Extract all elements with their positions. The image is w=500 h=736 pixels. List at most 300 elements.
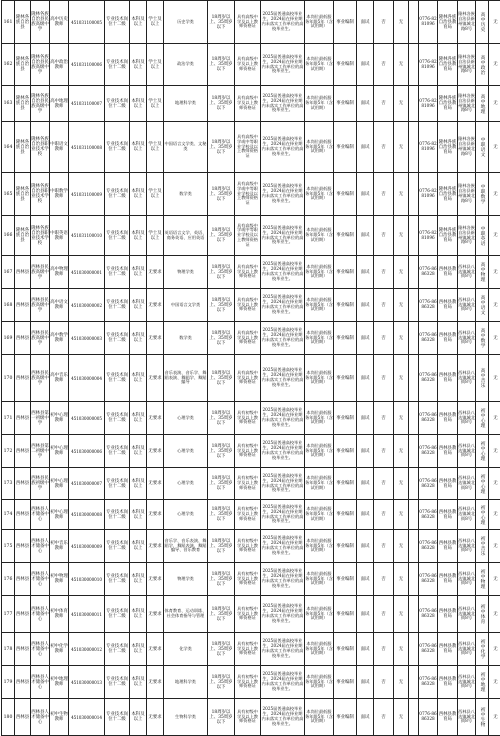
cell-exam: 面试: [357, 596, 374, 633]
cell-unit: 西林县人才储备中心: [31, 500, 50, 530]
cell-addr: 西林县八达镇城北街8号: [458, 435, 476, 468]
cell-subject: 初中生物: [476, 699, 489, 736]
cell-cert: 具有初级中学及以上教师资格证: [235, 596, 261, 633]
cell-pro: 事业编制: [334, 699, 357, 736]
cell-open: 否: [374, 322, 394, 355]
cell-contact: 西林县教育局: [438, 355, 458, 402]
cell-degree: 无要求: [147, 468, 164, 500]
cell-other: 2025届普通高校毕业生，2024届在择业期内未落实工作单位的高校毕业生。: [261, 122, 305, 173]
cell-code: 451030000002: [69, 289, 105, 322]
cell-open: 否: [374, 530, 394, 563]
cell-b2: [409, 563, 419, 596]
cell-type: 专业技术岗位十二级: [105, 122, 130, 173]
cell-post: 初中物理教师: [50, 563, 69, 596]
cell-unit: 隆林各族自治县民族高级中学: [31, 86, 50, 122]
cell-major: 英语语言文学、英语、商务英语、应用英语: [164, 216, 208, 256]
cell-post: 初中体育教师: [50, 596, 69, 633]
cell-b1: 无: [394, 86, 409, 122]
cell-service: 本岗位最低服务年限5年（含试用期）: [305, 402, 334, 435]
cell-county: 西林县: [15, 500, 31, 530]
cell-service: 本岗位最低服务年限5年（含试用期）: [305, 173, 334, 216]
cell-county: 隆林各族自治县: [15, 1, 31, 44]
cell-other: 2025届普通高校毕业生，2024届在择业期内未落实工作单位的高校毕业生。: [261, 699, 305, 736]
cell-edu: 本科及以上: [130, 256, 147, 289]
cell-contact: 隆林各族自治县教育局: [438, 1, 458, 44]
cell-post: 高中音乐教师: [50, 355, 69, 402]
cell-contact: 隆林各族自治县教育局: [438, 173, 458, 216]
table-row: [2, 530, 500, 563]
table-row: [2, 44, 500, 86]
cell-no: 163: [2, 86, 15, 122]
cell-open: 否: [374, 563, 394, 596]
cell-exam: 面试: [357, 633, 374, 666]
cell-open: 否: [374, 86, 394, 122]
cell-b1: 无: [394, 256, 409, 289]
cell-degree: 学士及以上: [147, 86, 164, 122]
cell-edu: 本科及以上: [130, 633, 147, 666]
cell-type: 专业技术岗位十二级: [105, 44, 130, 86]
cell-post: 初中心理教师: [50, 435, 69, 468]
cell-age: 18周岁以上、35周岁以下: [208, 468, 235, 500]
cell-b2: [409, 322, 419, 355]
cell-open: 否: [374, 355, 394, 402]
cell-post: 中职语文教师: [50, 122, 69, 173]
cell-b2: [409, 216, 419, 256]
cell-major: 历史学类: [164, 1, 208, 44]
cell-major: 物理学类: [164, 563, 208, 596]
cell-addr: 隆林各族自治县新州镇城北路8号: [458, 173, 476, 216]
cell-b1: 无: [394, 563, 409, 596]
cell-open: 否: [374, 468, 394, 500]
cell-subject: 高中历史: [476, 1, 489, 44]
cell-type: 专业技术岗位十二级: [105, 699, 130, 736]
cell-county: 西林县: [15, 468, 31, 500]
cell-phone: 0776-8686328: [419, 633, 438, 666]
cell-last: 无: [489, 256, 500, 289]
cell-b1: 无: [394, 468, 409, 500]
cell-addr: 西林县八达镇城北街8号: [458, 322, 476, 355]
cell-type: 专业技术岗位十二级: [105, 596, 130, 633]
cell-contact: 西林县教育局: [438, 596, 458, 633]
cell-major: 音乐学、音乐表演、舞蹈学、舞蹈表演、舞蹈编导、音乐教育: [164, 530, 208, 563]
cell-subject: 初中地理: [476, 666, 489, 699]
table-row: [2, 122, 500, 173]
cell-exam: 面试: [357, 86, 374, 122]
cell-code: 451031100005: [69, 1, 105, 44]
cell-age: 18周岁以上、35周岁以下: [208, 563, 235, 596]
table-row: [2, 256, 500, 289]
table-row: [2, 633, 500, 666]
cell-unit: 西林县民族高级中学: [31, 355, 50, 402]
cell-type: 专业技术岗位十二级: [105, 402, 130, 435]
cell-b1: 无: [394, 500, 409, 530]
cell-phone: 0776-8281096: [419, 173, 438, 216]
cell-other: 2025届普通高校毕业生，2024届在择业期内未落实工作单位的高校毕业生。: [261, 468, 305, 500]
recruitment-table: [1, 0, 500, 736]
cell-major: 数学类: [164, 173, 208, 216]
cell-code: 451030000003: [69, 322, 105, 355]
cell-open: 否: [374, 289, 394, 322]
cell-pro: 事业编制: [334, 322, 357, 355]
cell-service: 本岗位最低服务年限5年（含试用期）: [305, 355, 334, 402]
cell-cert: 具有高级中学或中等职业学校及以上教师资格证: [235, 216, 261, 256]
cell-post: 中职英语教师: [50, 216, 69, 256]
cell-post: 高中语文教师: [50, 289, 69, 322]
cell-b2: [409, 256, 419, 289]
cell-unit: 西林县人才储备中心: [31, 563, 50, 596]
cell-subject: 初中心理: [476, 402, 489, 435]
cell-degree: 学士及以上: [147, 122, 164, 173]
cell-exam: 面试: [357, 435, 374, 468]
cell-last: 无: [489, 530, 500, 563]
cell-other: 2025届普通高校毕业生，2024届在择业期内未落实工作单位的高校毕业生。: [261, 173, 305, 216]
cell-no: 174: [2, 500, 15, 530]
cell-phone: 0776-8686328: [419, 468, 438, 500]
cell-edu: 本科及以上: [130, 468, 147, 500]
cell-edu: 本科及以上: [130, 596, 147, 633]
cell-pro: 事业编制: [334, 596, 357, 633]
cell-major: 心理学类: [164, 500, 208, 530]
cell-cert: 具有高级中学或中等职业学校及以上教师资格证: [235, 122, 261, 173]
cell-other: 2025届普通高校毕业生，2024届在择业期内未落实工作单位的高校毕业生。: [261, 633, 305, 666]
cell-age: 18周岁以上、35周岁以下: [208, 699, 235, 736]
cell-type: 专业技术岗位十二级: [105, 530, 130, 563]
cell-addr: 西林县八达镇城北街8号: [458, 468, 476, 500]
cell-county: 隆林各族自治县: [15, 216, 31, 256]
cell-county: 西林县: [15, 596, 31, 633]
cell-phone: 0776-8686328: [419, 563, 438, 596]
cell-cert: 具有高级中学及以上教师资格证: [235, 256, 261, 289]
cell-degree: 学士及以上: [147, 173, 164, 216]
cell-edu: 本科及以上: [130, 173, 147, 216]
cell-subject: 初中化学: [476, 633, 489, 666]
cell-b2: [409, 289, 419, 322]
cell-last: 无: [489, 563, 500, 596]
cell-code: 451031100010: [69, 216, 105, 256]
cell-last: 无: [489, 289, 500, 322]
cell-unit: 西林县民族高级中学: [31, 289, 50, 322]
cell-age: 18周岁以上、35周岁以下: [208, 216, 235, 256]
cell-county: 西林县: [15, 256, 31, 289]
cell-unit: 西林县第一初级中学: [31, 402, 50, 435]
cell-code: 451030000004: [69, 355, 105, 402]
cell-unit: 西林县人才储备中心: [31, 530, 50, 563]
cell-last: 无: [489, 44, 500, 86]
cell-degree: 无要求: [147, 633, 164, 666]
cell-b1: 无: [394, 122, 409, 173]
cell-edu: 本科及以上: [130, 699, 147, 736]
cell-code: 451030000010: [69, 563, 105, 596]
table-row: [2, 666, 500, 699]
cell-degree: 无要求: [147, 530, 164, 563]
cell-contact: 西林县教育局: [438, 500, 458, 530]
cell-b1: 无: [394, 322, 409, 355]
cell-age: 18周岁以上、35周岁以下: [208, 289, 235, 322]
cell-post: 初中心理教师: [50, 500, 69, 530]
cell-unit: 西林县民族高级中学: [31, 256, 50, 289]
cell-b2: [409, 86, 419, 122]
cell-pro: 事业编制: [334, 256, 357, 289]
cell-service: 本岗位最低服务年限5年（含试用期）: [305, 530, 334, 563]
cell-age: 18周岁以上、35周岁以下: [208, 86, 235, 122]
cell-phone: 0776-8686328: [419, 289, 438, 322]
cell-open: 否: [374, 216, 394, 256]
cell-unit: 西林县民族高级中学: [31, 322, 50, 355]
cell-degree: 无要求: [147, 289, 164, 322]
cell-service: 本岗位最低服务年限5年（含试用期）: [305, 666, 334, 699]
cell-no: 165: [2, 173, 15, 216]
cell-county: 西林县: [15, 633, 31, 666]
cell-exam: 面试: [357, 1, 374, 44]
cell-cert: 具有高级中学或中等职业学校及以上教师资格证: [235, 173, 261, 216]
cell-service: 本岗位最低服务年限5年（含试用期）: [305, 633, 334, 666]
cell-unit: 西林县人才储备中心: [31, 633, 50, 666]
cell-type: 专业技术岗位十二级: [105, 355, 130, 402]
cell-exam: 面试: [357, 666, 374, 699]
cell-phone: 0776-8686328: [419, 322, 438, 355]
cell-contact: 西林县教育局: [438, 402, 458, 435]
cell-edu: 本科及以上: [130, 402, 147, 435]
cell-subject: 高中音乐: [476, 355, 489, 402]
cell-degree: 无要求: [147, 435, 164, 468]
cell-cert: 具有高级中学及以上教师资格证: [235, 1, 261, 44]
cell-exam: 面试: [357, 256, 374, 289]
cell-phone: 0776-8281096: [419, 86, 438, 122]
cell-service: 本岗位最低服务年限5年（含试用期）: [305, 500, 334, 530]
cell-addr: 隆林各族自治县新州镇城北路8号: [458, 86, 476, 122]
cell-type: 专业技术岗位十二级: [105, 216, 130, 256]
cell-b2: [409, 596, 419, 633]
cell-edu: 本科及以上: [130, 530, 147, 563]
cell-last: 无: [489, 122, 500, 173]
cell-edu: 本科及以上: [130, 216, 147, 256]
cell-cert: 具有高级中学及以上教师资格证: [235, 289, 261, 322]
table-row: [2, 500, 500, 530]
cell-cert: 具有初级中学及以上教师资格证: [235, 563, 261, 596]
cell-service: 本岗位最低服务年限5年（含试用期）: [305, 322, 334, 355]
cell-service: 本岗位最低服务年限5年（含试用期）: [305, 216, 334, 256]
cell-post: 高中地理教师: [50, 86, 69, 122]
cell-post: 高中数学教师: [50, 322, 69, 355]
cell-cert: 具有高级中学及以上教师资格证: [235, 322, 261, 355]
cell-post: 初中心理教师: [50, 402, 69, 435]
cell-phone: 0776-8686328: [419, 699, 438, 736]
cell-code: 451030000011: [69, 596, 105, 633]
cell-degree: 无要求: [147, 563, 164, 596]
cell-pro: 事业编制: [334, 173, 357, 216]
cell-addr: 西林县八达镇城北街8号: [458, 530, 476, 563]
table-row: [2, 86, 500, 122]
cell-exam: 面试: [357, 468, 374, 500]
cell-service: 本岗位最低服务年限5年（含试用期）: [305, 596, 334, 633]
cell-no: 178: [2, 633, 15, 666]
cell-b1: 无: [394, 289, 409, 322]
cell-b1: 无: [394, 633, 409, 666]
cell-degree: 无要求: [147, 666, 164, 699]
cell-last: 无: [489, 355, 500, 402]
cell-service: 本岗位最低服务年限5年（含试用期）: [305, 256, 334, 289]
cell-pro: 事业编制: [334, 530, 357, 563]
cell-addr: 西林县八达镇城北街8号: [458, 355, 476, 402]
cell-age: 18周岁以上、35周岁以下: [208, 355, 235, 402]
cell-other: 2025届普通高校毕业生，2024届在择业期内未落实工作单位的高校毕业生。: [261, 666, 305, 699]
cell-pro: 事业编制: [334, 44, 357, 86]
cell-last: 无: [489, 322, 500, 355]
table-row: [2, 322, 500, 355]
cell-no: 176: [2, 563, 15, 596]
cell-no: 171: [2, 402, 15, 435]
table-row: [2, 402, 500, 435]
cell-edu: 本科及以上: [130, 355, 147, 402]
cell-last: 无: [489, 500, 500, 530]
cell-degree: 无要求: [147, 355, 164, 402]
cell-service: 本岗位最低服务年限5年（含试用期）: [305, 435, 334, 468]
cell-code: 451030000009: [69, 530, 105, 563]
cell-last: 无: [489, 435, 500, 468]
cell-other: 2025届普通高校毕业生，2024届在择业期内未落实工作单位的高校毕业生。: [261, 355, 305, 402]
cell-subject: 初中心理: [476, 435, 489, 468]
cell-contact: 西林县教育局: [438, 435, 458, 468]
cell-age: 18周岁以上、35周岁以下: [208, 44, 235, 86]
cell-code: 451031100006: [69, 44, 105, 86]
cell-contact: 隆林各族自治县教育局: [438, 44, 458, 86]
cell-contact: 西林县教育局: [438, 322, 458, 355]
cell-post: 高中历史教师: [50, 1, 69, 44]
cell-cert: 具有初级中学及以上教师资格证: [235, 530, 261, 563]
cell-unit: 隆林各族自治县民族高级中学: [31, 1, 50, 44]
cell-contact: 西林县教育局: [438, 666, 458, 699]
cell-type: 专业技术岗位十二级: [105, 256, 130, 289]
cell-no: 168: [2, 289, 15, 322]
cell-open: 否: [374, 256, 394, 289]
cell-degree: 无要求: [147, 699, 164, 736]
cell-other: 2025届普通高校毕业生，2024届在择业期内未落实工作单位的高校毕业生。: [261, 256, 305, 289]
cell-b1: 无: [394, 596, 409, 633]
cell-b1: 无: [394, 1, 409, 44]
cell-addr: 隆林各族自治县新州镇城北路8号: [458, 216, 476, 256]
cell-unit: 西林县人才储备中心: [31, 666, 50, 699]
cell-phone: 0776-8281096: [419, 216, 438, 256]
cell-unit: 西林县人才储备中心: [31, 699, 50, 736]
cell-county: 西林县: [15, 666, 31, 699]
cell-cert: 具有高级中学及以上教师资格证: [235, 86, 261, 122]
cell-major: 化学类: [164, 633, 208, 666]
cell-no: 173: [2, 468, 15, 500]
cell-contact: 隆林各族自治县教育局: [438, 216, 458, 256]
cell-service: 本岗位最低服务年限5年（含试用期）: [305, 699, 334, 736]
table-row: [2, 1, 500, 44]
cell-type: 专业技术岗位十二级: [105, 173, 130, 216]
cell-major: 心理学类: [164, 435, 208, 468]
cell-no: 180: [2, 699, 15, 736]
cell-addr: 西林县八达镇城北街8号: [458, 256, 476, 289]
cell-major: 体育教育、运动训练、社会体育指导与管理: [164, 596, 208, 633]
cell-open: 否: [374, 1, 394, 44]
cell-addr: 西林县八达镇城北街8号: [458, 596, 476, 633]
cell-code: 451030000013: [69, 666, 105, 699]
cell-pro: 事业编制: [334, 468, 357, 500]
cell-unit: 隆林各族自治县职业技术学校: [31, 173, 50, 216]
cell-exam: 面试: [357, 500, 374, 530]
cell-phone: 0776-8686328: [419, 500, 438, 530]
cell-no: 164: [2, 122, 15, 173]
cell-no: 172: [2, 435, 15, 468]
cell-subject: 高中政治: [476, 44, 489, 86]
cell-service: 本岗位最低服务年限5年（含试用期）: [305, 86, 334, 122]
cell-degree: 无要求: [147, 256, 164, 289]
cell-major: 中国语言文学类、文秘类: [164, 122, 208, 173]
table-row: [2, 699, 500, 736]
cell-exam: 面试: [357, 530, 374, 563]
cell-last: 无: [489, 1, 500, 44]
cell-degree: 学士及以上: [147, 216, 164, 256]
cell-exam: 面试: [357, 216, 374, 256]
cell-b2: [409, 633, 419, 666]
cell-contact: 隆林各族自治县教育局: [438, 86, 458, 122]
cell-county: 隆林各族自治县: [15, 173, 31, 216]
cell-last: 无: [489, 216, 500, 256]
cell-no: 166: [2, 216, 15, 256]
cell-major: 音乐表演、音乐学、舞蹈表演、舞蹈学、舞蹈编导: [164, 355, 208, 402]
cell-major: 地理科学类: [164, 86, 208, 122]
table-row: [2, 355, 500, 402]
cell-addr: 西林县八达镇城北街8号: [458, 500, 476, 530]
cell-b1: 无: [394, 530, 409, 563]
cell-last: 无: [489, 596, 500, 633]
cell-open: 否: [374, 596, 394, 633]
cell-subject: 高中地理: [476, 86, 489, 122]
table-row: [2, 173, 500, 216]
cell-open: 否: [374, 699, 394, 736]
cell-unit: 隆林各族自治县民族高级中学: [31, 44, 50, 86]
cell-no: 175: [2, 530, 15, 563]
cell-code: 451031100008: [69, 122, 105, 173]
cell-edu: 本科及以上: [130, 289, 147, 322]
cell-addr: 西林县八达镇城北街8号: [458, 666, 476, 699]
cell-age: 18周岁以上、35周岁以下: [208, 256, 235, 289]
cell-major: 心理学类: [164, 402, 208, 435]
cell-last: 无: [489, 666, 500, 699]
cell-code: 451030000014: [69, 699, 105, 736]
cell-degree: 学士及以上: [147, 44, 164, 86]
cell-b1: 无: [394, 355, 409, 402]
cell-subject: 初中心理: [476, 468, 489, 500]
cell-age: 18周岁以上、35周岁以下: [208, 633, 235, 666]
cell-pro: 事业编制: [334, 435, 357, 468]
cell-code: 451030000006: [69, 435, 105, 468]
cell-type: 专业技术岗位十二级: [105, 666, 130, 699]
cell-age: 18周岁以上、35周岁以下: [208, 402, 235, 435]
cell-pro: 事业编制: [334, 633, 357, 666]
cell-no: 167: [2, 256, 15, 289]
cell-exam: 面试: [357, 173, 374, 216]
cell-age: 18周岁以上、35周岁以下: [208, 1, 235, 44]
cell-cert: 具有初级中学及以上教师资格证: [235, 468, 261, 500]
cell-age: 18周岁以上、35周岁以下: [208, 173, 235, 216]
cell-type: 专业技术岗位十二级: [105, 1, 130, 44]
cell-other: 2025届普通高校毕业生，2024届在择业期内未落实工作单位的高校毕业生。: [261, 216, 305, 256]
cell-b1: 无: [394, 402, 409, 435]
cell-age: 18周岁以上、35周岁以下: [208, 122, 235, 173]
cell-edu: 本科及以上: [130, 500, 147, 530]
cell-no: 177: [2, 596, 15, 633]
cell-other: 2025届普通高校毕业生，2024届在择业期内未落实工作单位的高校毕业生。: [261, 289, 305, 322]
cell-subject: 中职英语: [476, 216, 489, 256]
cell-open: 否: [374, 44, 394, 86]
cell-cert: 具有初级中学及以上教师资格证: [235, 435, 261, 468]
cell-subject: 中职语文: [476, 122, 489, 173]
cell-b2: [409, 122, 419, 173]
